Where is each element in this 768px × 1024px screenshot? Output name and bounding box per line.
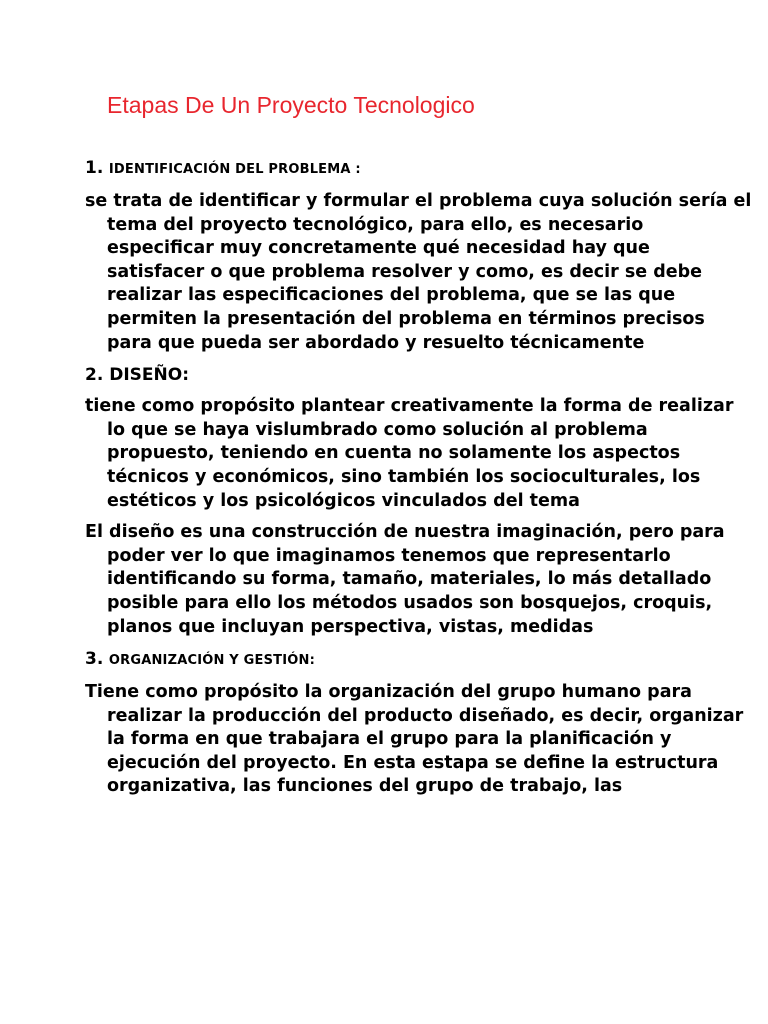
section-title: ORGANIZACIÓN Y GESTIÓN: xyxy=(108,653,315,669)
section-number: 1. xyxy=(85,158,104,178)
paragraph: tiene como propósito plantear creativamente la forma de realizar lo que se haya vislumbrado como solución al problema propuesto, teniendo en cuenta no solamente los aspectos técnicos y económicos, sino también los socioculturales, los estéticos y los psicológicos vinculados del tema xyxy=(85,396,734,511)
section-title: DISEÑO: xyxy=(109,365,189,386)
section-heading-3 xyxy=(85,647,753,673)
document-title: Etapas De Un Proyecto Tecnologico xyxy=(107,92,475,118)
document-body xyxy=(85,156,753,807)
paragraph: El diseño es una construcción de nuestra imaginación, pero para poder ver lo que imaginamos tenemos que representarlo identificando su forma, tamaño, materiales, lo más detallado posible para ello los métodos usados son bosquejos, croquis, planos que incluyan perspectiva, vistas, medidas xyxy=(85,522,725,637)
section-number: 3. xyxy=(85,649,104,670)
section-heading-1 xyxy=(85,156,753,182)
section-title: IDENTIFICACIÓN DEL PROBLEMA : xyxy=(108,162,361,177)
section-heading-2 xyxy=(85,363,753,387)
paragraph: Tiene como propósito la organización del grupo humano para realizar la producción del producto diseñado, es decir, organizar la forma en que trabajara el grupo para la planificación y ejecución del proyecto. En esta estapa se define la estructura organizativa, las funciones del grupo de trabajo, las xyxy=(85,682,744,797)
paragraph: se trata de identificar y formular el problema cuya solución sería el tema del proyecto tecnológico, para ello, es necesario especificar muy concretamente qué necesidad hay que satisfacer o que problema resolver y como, es decir se debe realizar las especificaciones del problema, que se las que permiten la presentación del problema en términos precisos para que pueda ser abordado y resuelto técnicamente xyxy=(85,191,752,353)
section-number: 2. xyxy=(85,365,104,386)
